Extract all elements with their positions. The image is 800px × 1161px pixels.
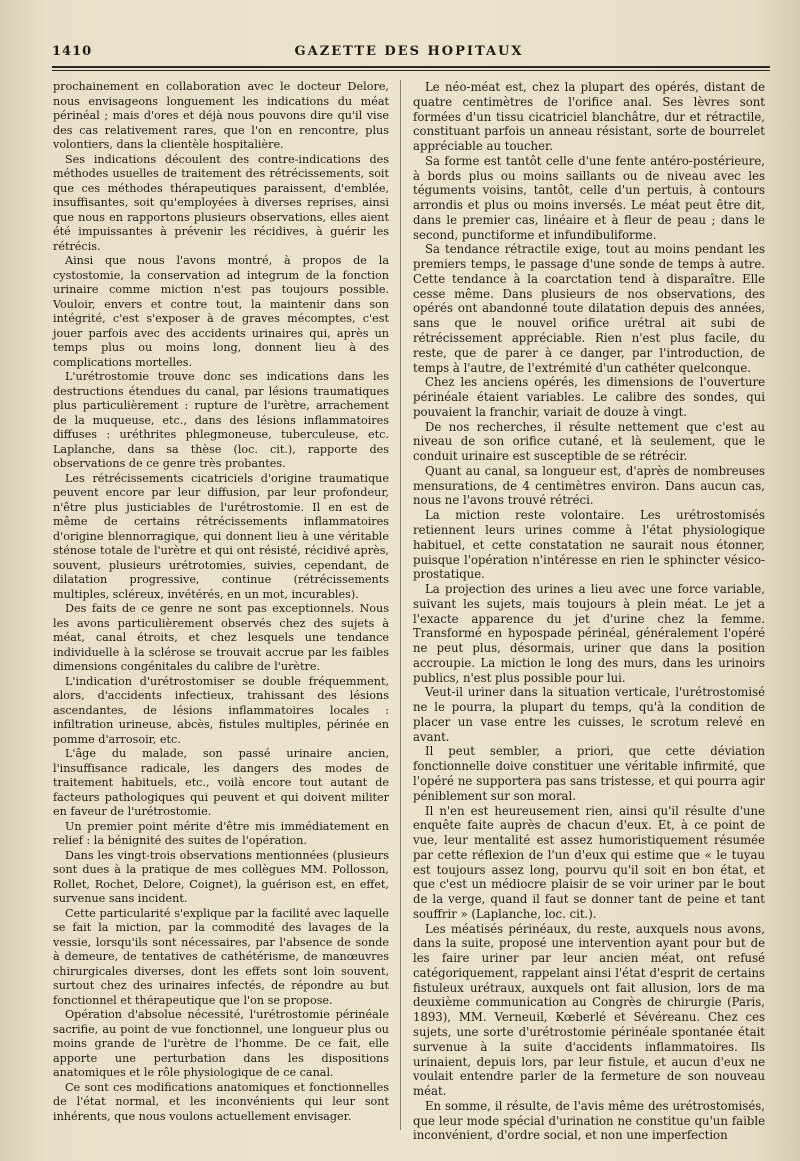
- paragraph: L'urétrostomie trouve donc ses indications dans les destructions étendues du canal, par lésions traumatiques plus particulièrement : rupture de l'urètre, arrachement de la muqueuse, etc., dans des lésions inflammatoires diffuses : uréthrites phlegmoneuse, tuberculeuse, etc. Laplanche, dans sa thèse (loc. cit.), rapporte des observations de ce genre très probantes.: [53, 370, 389, 470]
- left-column: [53, 80, 389, 1124]
- page-header: [52, 44, 766, 66]
- right-column: [413, 80, 765, 1143]
- paragraph: prochainement en collaboration avec le docteur Delore, nous envisageons longuement les indications du méat périnéal ; mais d'ores et déjà nous pouvons dire qu'il vise des cas relativement rares, que l'on en rencontre, plus volontiers, dans la clientèle hospitalière.: [53, 80, 389, 151]
- paragraph: Le néo-méat est, chez la plupart des opérés, distant de quatre centimètres de l'orifice anal. Ses lèvres sont formées d'un tissu cicatriciel blanchâtre, dur et rétractile, constituant parfois un anneau résistant, sorte de bourrelet appréciable au toucher.: [413, 80, 765, 154]
- paragraph: Les rétrécissements cicatriciels d'origine traumatique peuvent encore par leur diffusion, par leur profondeur, n'être plus justiciables de l'urétrostomie. Il en est de même de certains rétrécissements inflammatoires d'origine blennorragique, qui donnent lieu à une véritable sténose totale de l'urètre et qui ont résisté, récidivé après, souvent, plusieurs urétrotomies, suivies, cependant, de dilatation progressive, continue (rétrécissements multiples, scléreux, invétérés, en un mot, incurables).: [53, 471, 389, 601]
- journal-title: GAZETTE DES HOPITAUX: [294, 44, 524, 59]
- paragraph: Ce sont ces modifications anatomiques et fonctionnelles de l'état normal, et les inconvénients qui leur sont inhérents, que nous voulons actuellement envisager.: [53, 1080, 389, 1123]
- paragraph: En somme, il résulte, de l'avis même des urétrostomisés, que leur mode spécial d'urination ne constitue qu'un faible inconvénient, d'ordre social, et non une imperfection: [413, 1098, 765, 1143]
- paragraph: La miction reste volontaire. Les urétrostomisés retiennent leurs urines comme à l'état physiologique habituel, et cette constatation ne saurait nous étonner, puisque l'opération n'intéresse en rien le sphincter vésico-prostatique.: [413, 508, 765, 582]
- paragraph: Sa tendance rétractile exige, tout au moins pendant les premiers temps, le passage d'une sonde de temps à autre. Cette tendance à la coarctation tend à disparaître. Elle cesse même. Dans plusieurs de nos observations, des opérés ont abandonné toute dilatation depuis des années, sans que le nouvel orifice urétral ait subi de rétrécissement appréciable. Rien n'est plus facile, du reste, que de parer à ce danger, par l'introduction, de temps à l'autre, de l'extrémité d'un cathéter quelconque.: [413, 242, 765, 375]
- header-rule: [52, 66, 770, 71]
- paragraph: Veut-il uriner dans la situation verticale, l'urétrostomisé ne le pourra, la plupart du temps, qu'à la condition de placer un vase entre les cuisses, le scrotum relevé en avant.: [413, 685, 765, 744]
- page-number: 1410: [52, 44, 93, 59]
- paragraph: Opération d'absolue nécessité, l'urétrostomie périnéale sacrifie, au point de vue fonctionnel, une longueur plus ou moins grande de l'urètre de l'homme. De ce fait, elle apporte une perturbation dans les dispositions anatomiques et le rôle physiologique de ce canal.: [53, 1008, 389, 1079]
- paragraph: Sa forme est tantôt celle d'une fente antéro-postérieure, à bords plus ou moins saillants ou de niveau avec les téguments voisins, tantôt, celle d'un pertuis, à contours arrondis et plus ou moins inversés. Le méat peut être dit, dans le premier cas, linéaire et à fleur de peau ; dans le second, punctiforme et infundibuliforme.: [413, 153, 765, 242]
- paragraph: L'âge du malade, son passé urinaire ancien, l'insuffisance radicale, les dangers des modes de traitement habituels, etc., voilà encore tout autant de facteurs pathologiques qui peuvent et qui doivent militer en faveur de l'urétrostomie.: [53, 747, 389, 818]
- paragraph: De nos recherches, il résulte nettement que c'est au niveau de son orifice cutané, et là seulement, que le conduit urinaire est susceptible de se rétrécir.: [413, 419, 765, 464]
- paragraph: La projection des urines a lieu avec une force variable, suivant les sujets, mais toujours à plein méat. Le jet a l'exacte apparence du jet d'urine chez la femme. Transformé en hypospade périnéal, généralement l'opéré ne peut plus, désormais, uriner que dans la position accroupie. La miction le long des murs, dans les urinoirs publics, n'est plus possible pour lui.: [413, 582, 765, 685]
- paragraph: Un premier point mérite d'être mis immédiatement en relief : la bénignité des suites de l'opération.: [53, 819, 389, 847]
- paragraph: Cette particularité s'explique par la facilité avec laquelle se fait la miction, par la commodité des lavages de la vessie, lorsqu'ils sont nécessaires, par l'absence de sonde à demeure, de tentatives de cathétérisme, de manœuvres chirurgicales diverses, dont les effets sont loin souvent, surtout chez des urinaires infectés, de répondre au but fonctionnel et thérapeutique que l'on se propose.: [53, 906, 389, 1007]
- paragraph: Des faits de ce genre ne sont pas exceptionnels. Nous les avons particulièrement observés chez des sujets à méat, canal étroits, et chez lesquels une tendance individuelle à la sclérose se trouvait accrue par les faibles dimensions congénitales du calibre de l'urètre.: [53, 602, 389, 673]
- column-divider: [400, 80, 401, 1130]
- paragraph: Il n'en est heureusement rien, ainsi qu'il résulte d'une enquête faite auprès de chacun d'eux. Et, à ce point de vue, leur mentalité est assez humoristiquement résumée par cette réflexion de l'un d'eux qui estime que « le tuyau est toujours assez long, pourvu qu'il soit en bon état, et que c'est un médiocre plaisir de se voir uriner par le bout de la verge, quand il faut se donner tant de peine et tant souffrir » (Laplanche, loc. cit.).: [413, 803, 765, 921]
- paragraph: Dans les vingt-trois observations mentionnées (plusieurs sont dues à la pratique de mes collègues MM. Pollosson, Rollet, Rochet, Delore, Coignet), la guérison est, en effet, survenue sans incident.: [53, 848, 389, 905]
- paragraph: Chez les anciens opérés, les dimensions de l'ouverture périnéale étaient variables. Le calibre des sondes, qui pouvaient la franchir, variait de douze à vingt.: [413, 375, 765, 419]
- paragraph: L'indication d'urétrostomiser se double fréquemment, alors, d'accidents infectieux, trahissant des lésions ascendantes, de lésions inflammatoires locales : infiltration urineuse, abcès, fistules multiples, périnée en pomme d'arrosoir, etc.: [53, 674, 389, 746]
- paragraph: Ainsi que nous l'avons montré, à propos de la cystostomie, la conservation ad integrum de la fonction urinaire comme miction n'est pas toujours possible. Vouloir, envers et contre tout, la maintenir dans son intégrité, c'est s'exposer à de graves mécomptes, c'est jouer parfois avec des accidents urinaires qui, après un temps plus ou moins long, donnent lieu à des complications mortelles.: [53, 254, 389, 369]
- paragraph: Ses indications découlent des contre-indications des méthodes usuelles de traitement des rétrécissements, soit que ces méthodes thérapeutiques paraissent, d'emblée, insuffisantes, soit qu'employées à diverses reprises, ainsi que nous en rapportons plusieurs observations, elles aient été impuissantes à prévenir les récidives, à guérir les rétrécis.: [53, 152, 389, 253]
- paragraph: Il peut sembler, a priori, que cette déviation fonctionnelle doive constituer une véritable infirmité, que l'opéré ne supportera pas sans tristesse, et qui pourra agir péniblement sur son moral.: [413, 744, 765, 803]
- paragraph: Quant au canal, sa longueur est, d'après de nombreuses mensurations, de 4 centimètres environ. Dans aucun cas, nous ne l'avons trouvé rétréci.: [413, 463, 765, 508]
- paragraph: Les méatisés périnéaux, du reste, auxquels nous avons, dans la suite, proposé une intervention ayant pour but de les faire uriner par leur ancien méat, ont refusé catégoriquement, rappelant ainsi l'état d'esprit de certains fistuleux urétraux, auxquels ont fait allusion, lors de ma deuxième communication au Congrès de chirurgie (Paris, 1893), MM. Verneuil, Kœberlé et Sévéreanu. Chez ces sujets, une sorte d'urétrostomie périnéale spontanée était survenue à la suite d'accidents inflammatoires. Ils urinaient, depuis lors, par leur fistule, et aucun d'eux ne voulait entendre parler de la fermeture de son nouveau méat.: [413, 921, 765, 1099]
